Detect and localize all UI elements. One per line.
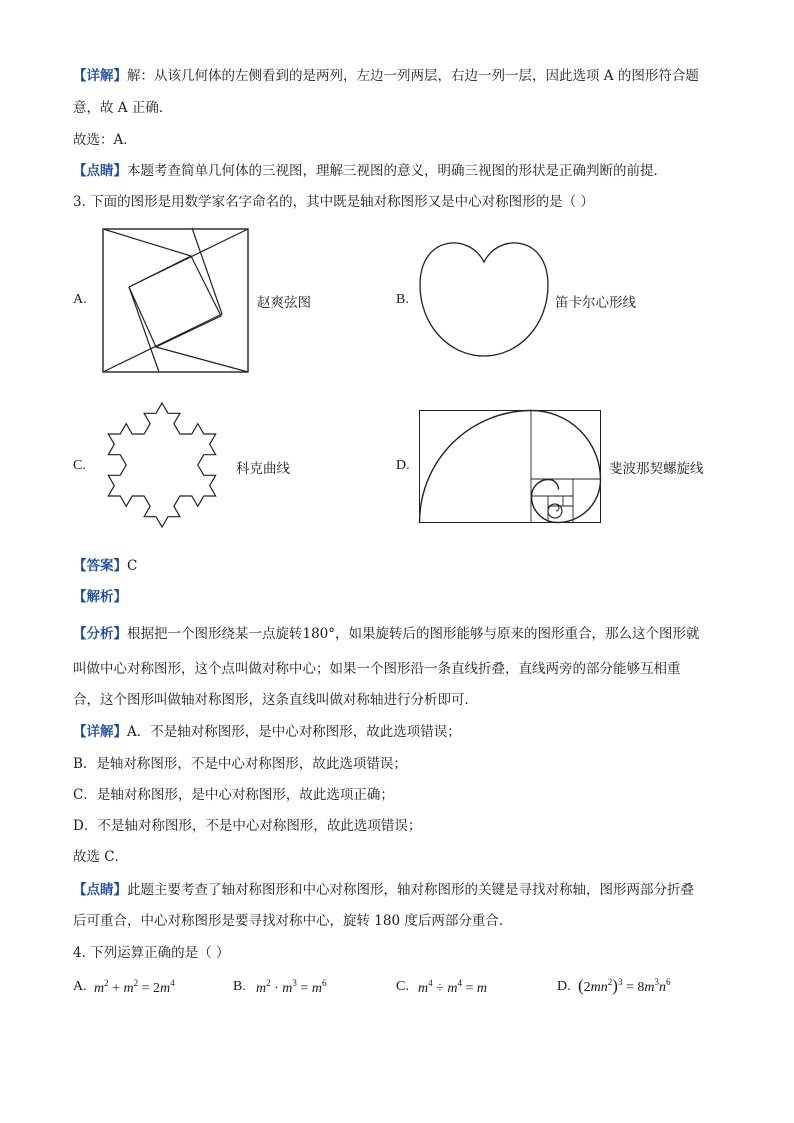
q3-option-a-label: 赵爽弦图 [257, 295, 311, 311]
detail-a: A．不是轴对称图形，是中心对称图形，故此选项错误； [127, 724, 461, 740]
q3-comment-line-2: 后可重合，中心对称图形是要寻找对称中心，旋转 180 度后两部分重合． [73, 913, 513, 929]
q4-option-c-formula: $m^4 \div m^4 = m$ [418, 978, 487, 996]
fibonacci-figure-icon [419, 410, 601, 523]
detail-tag: 【详解】 [73, 724, 127, 740]
q3-option-c-letter: C. [73, 458, 86, 473]
q3-stem: 3. 下面的图形是用数学家名字命名的，其中既是轴对称图形又是中心对称图形的是（ ） [73, 194, 594, 210]
comment-text: 本题考查简单几何体的三视图，理解三视图的意义，明确三视图的形状是正确判断的前提． [127, 163, 667, 179]
answer-tag: 【答案】 [73, 558, 127, 574]
zhaoshuang-figure-icon [102, 228, 250, 374]
q3-option-b-label: 笛卡尔心形线 [555, 295, 636, 311]
q4-option-d-formula: $(2mn^2)^3 = 8m^3n^6$ [578, 976, 671, 995]
q3-option-d-label: 斐波那契螺旋线 [609, 461, 704, 477]
prev-comment [73, 161, 667, 181]
analysis-tag: 【解析】 [73, 589, 127, 605]
q3-option-d-letter: D. [396, 458, 410, 473]
analysis-sub-tag: 【分析】 [73, 626, 127, 642]
q3-detail-line-a [73, 722, 461, 742]
q3-analysis-tag [73, 587, 127, 607]
q4-option-d-letter: D. [557, 979, 571, 994]
q4-option-b-letter: B. [233, 979, 246, 994]
q4-option-b-formula: $m^2 \cdot m^3 = m^6$ [256, 978, 327, 996]
q3-choice: 故选 C． [73, 849, 129, 865]
comment-tag: 【点睛】 [73, 163, 127, 179]
prev-detail-line-1 [73, 66, 699, 86]
q3-detail-line-d: D．不是轴对称图形，不是中心对称图形，故此选项错误； [73, 818, 422, 834]
q3-analysis-line-3: 合，这个图形叫做轴对称图形，这条直线叫做对称轴进行分析即可． [73, 692, 478, 708]
comment-text-1: 此题主要考查了轴对称图形和中心对称图形，轴对称图形的关键是寻找对称轴，图形两部分折叠 [127, 882, 694, 898]
q3-answer [73, 556, 137, 576]
koch-figure-icon [96, 394, 228, 536]
detail-text: 解：从该几何体的左侧看到的是两列，左边一列两层，右边一列一层，因此选项 A 的图形符合题 [127, 68, 699, 84]
q3-option-b-letter: B. [396, 292, 409, 307]
comment-tag: 【点睛】 [73, 882, 127, 898]
cardioid-figure-icon [419, 240, 549, 358]
q3-analysis-line-2: 叫做中心对称图形，这个点叫做对称中心；如果一个图形沿一条直线折叠，直线两旁的部分能够互相重 [73, 661, 681, 677]
analysis-text-1: 根据把一个图形绕某一点旋转180°，如果旋转后的图形能够与原来的图形重合，那么这个图形就 [127, 626, 700, 642]
detail-tag: 【详解】 [73, 68, 127, 84]
q3-option-a-letter: A. [73, 292, 87, 307]
q3-option-c-label: 科克曲线 [236, 461, 290, 477]
q4-option-a-formula: $m^2 + m^2 = 2m^4$ [94, 978, 175, 996]
q3-analysis-line-1 [73, 624, 700, 644]
q4-option-a-letter: A. [73, 979, 87, 994]
q3-detail-line-b: B．是轴对称图形，不是中心对称图形，故此选项错误； [73, 756, 407, 772]
q3-comment-line-1 [73, 880, 694, 900]
answer-value: C [127, 558, 138, 574]
prev-choice: 故选：A． [73, 132, 137, 148]
q4-stem: 4. 下列运算正确的是（ ） [73, 945, 230, 961]
prev-detail-line-2: 意，故 A 正确． [73, 100, 173, 116]
q3-detail-line-c: C．是轴对称图形，是中心对称图形，故此选项正确； [73, 787, 394, 803]
q4-option-c-letter: C. [396, 979, 409, 994]
